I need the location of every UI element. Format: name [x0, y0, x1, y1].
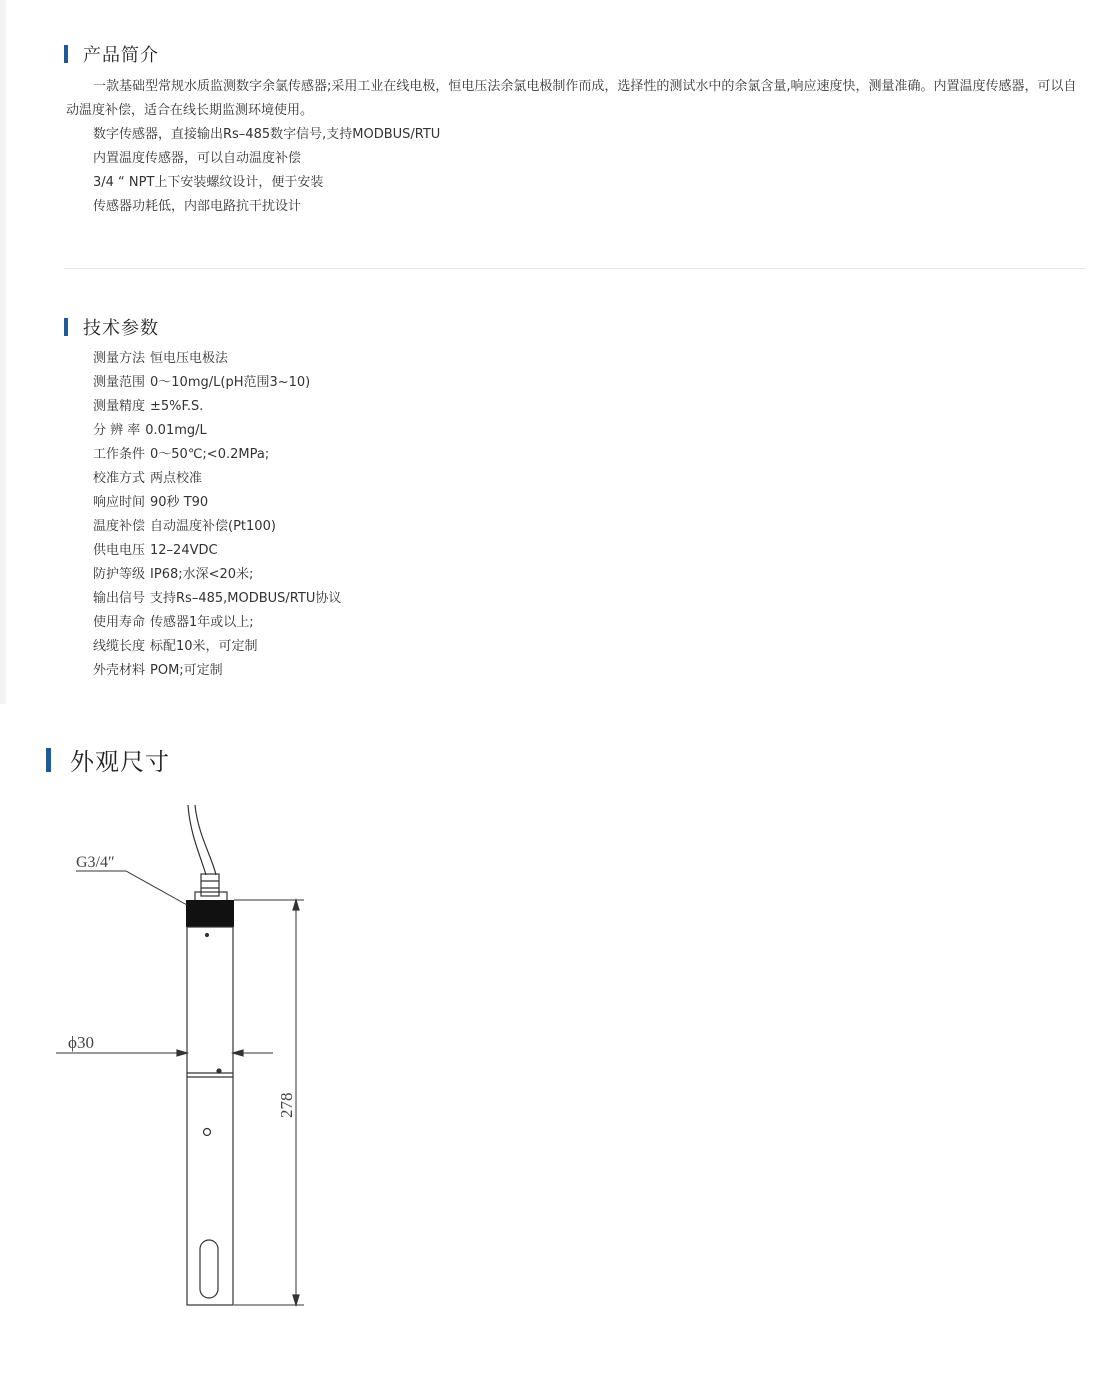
- spec-label: 外壳材料: [93, 663, 146, 678]
- feature-item: 传感器功耗低，内部电路抗干扰设计: [93, 199, 302, 214]
- sensor-window-drawing: [200, 1240, 218, 1298]
- spec-label: 分 辨 率: [93, 423, 141, 438]
- spec-row: [93, 659, 341, 683]
- spec-label: 供电电压: [93, 543, 146, 558]
- spec-value: 自动温度补偿(Pt100): [150, 519, 276, 534]
- spec-label: 测量精度: [93, 399, 146, 414]
- spec-row: [93, 611, 341, 635]
- left-margin-strip: [0, 0, 6, 704]
- spec-value: 恒电压电极法: [150, 351, 229, 366]
- cable-gland-drawing: [201, 874, 219, 896]
- spec-value: 标配10米，可定制: [150, 639, 258, 654]
- spec-row: [93, 635, 341, 659]
- spec-row: [93, 443, 341, 467]
- feature-item: 3/4 “ NPT上下安装螺纹设计，便于安装: [93, 175, 324, 190]
- spec-value: 90秒 T90: [150, 495, 209, 510]
- dimensions-title: 外观尺寸: [70, 748, 170, 776]
- spec-row: [93, 467, 341, 491]
- spec-value: 支持Rs–485,MODBUS/RTU协议: [150, 591, 342, 606]
- spec-label: 温度补偿: [93, 519, 146, 534]
- intro-title: 产品简介: [83, 45, 159, 66]
- feature-item: 内置温度传感器，可以自动温度补偿: [93, 151, 302, 166]
- spec-value: 传感器1年或以上;: [150, 615, 254, 630]
- specs-title: 技术参数: [83, 318, 159, 339]
- section-marker: [46, 748, 51, 772]
- spec-value: IP68;水深<20米;: [150, 567, 254, 582]
- spec-row: [93, 515, 341, 539]
- section-divider: [64, 268, 1086, 269]
- intro-body: [66, 75, 1088, 219]
- section-marker: [64, 45, 68, 63]
- spec-list: [93, 347, 341, 683]
- spec-label: 测量范围: [93, 375, 146, 390]
- thread-label: G3/4″: [76, 854, 115, 871]
- diameter-label: ϕ30: [68, 1033, 94, 1052]
- spec-value: 12–24VDC: [150, 543, 218, 558]
- spec-row: [93, 395, 341, 419]
- intro-paragraph: 一款基础型常规水质监测数字余氯传感器;采用工业在线电极，恒电压法余氯电极制作而成，选择性的测试水中的余氯含量,响应速度快，测量准确。内置温度传感器，可以自动温度补偿，适合在线长期监测环境使用。: [66, 79, 1077, 118]
- spec-value: 0.01mg/L: [145, 423, 207, 438]
- spec-label: 使用寿命: [93, 615, 146, 630]
- spec-label: 线缆长度: [93, 639, 146, 654]
- spec-row: [93, 563, 341, 587]
- specs-section-header: [64, 314, 159, 340]
- spec-value: 0～50℃;<0.2MPa;: [150, 447, 270, 462]
- spec-value: ±5%F.S.: [150, 399, 204, 414]
- spec-value: 两点校准: [150, 471, 203, 486]
- spec-label: 防护等级: [93, 567, 146, 582]
- spec-label: 测量方法: [93, 351, 146, 366]
- sensor-body-drawing: [187, 927, 233, 1305]
- intro-section-header: [64, 41, 159, 67]
- dimensions-section-header: [46, 742, 170, 777]
- spec-row: [93, 419, 341, 443]
- feature-item: 数字传感器，直接输出Rs–485数字信号,支持MODBUS/RTU: [93, 127, 441, 142]
- spec-label: 工作条件: [93, 447, 146, 462]
- spec-row: [93, 347, 341, 371]
- spec-value: POM;可定制: [150, 663, 223, 678]
- cable-drawing: [195, 805, 216, 875]
- spec-label: 输出信号: [93, 591, 146, 606]
- spec-label: 响应时间: [93, 495, 146, 510]
- spec-row: [93, 539, 341, 563]
- spec-row: [93, 587, 341, 611]
- thread-nut-drawing: [186, 900, 234, 927]
- section-marker: [64, 318, 68, 336]
- sensor-dimension-drawing: [40, 795, 340, 1315]
- spec-row: [93, 491, 341, 515]
- spec-label: 校准方式: [93, 471, 146, 486]
- length-label: 278: [277, 1092, 296, 1118]
- spec-row: [93, 371, 341, 395]
- spec-value: 0～10mg/L(pH范围3~10): [150, 375, 311, 390]
